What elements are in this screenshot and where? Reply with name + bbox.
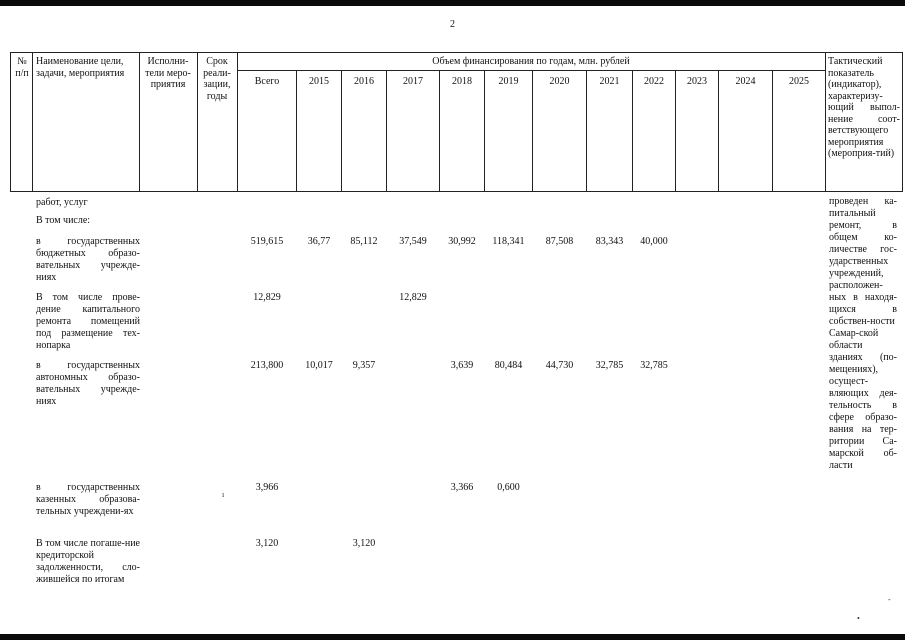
bottom-border — [0, 634, 905, 640]
row-value: 118,341 — [492, 236, 525, 247]
row-text: работ, услуг — [36, 197, 88, 208]
header-year: 2015 — [309, 76, 329, 87]
row-value: 44,730 — [545, 360, 574, 371]
row-value: 32,785 — [595, 360, 624, 371]
row-value: 37,549 — [399, 236, 427, 247]
row-value: 32,785 — [640, 360, 668, 371]
header-year: 2021 — [599, 76, 620, 87]
row-text: В том числе прове-дение капитального ремонта помещений под размещение тех-нопарка — [36, 292, 140, 351]
row-value: 10,017 — [305, 360, 333, 371]
header-total: Всего — [254, 76, 280, 87]
row-value: 83,343 — [595, 236, 624, 247]
row-value: 87,508 — [545, 236, 574, 247]
header-executors: Исполни-тели меро-приятия — [145, 56, 191, 90]
row-value: 3,120 — [352, 538, 376, 549]
row-value: 40,000 — [640, 236, 668, 247]
row-value: 36,77 — [307, 236, 331, 247]
row-total: 3,966 — [255, 482, 279, 493]
row-text: В том числе погаше-ние кредиторской задолженности, сло-жившейся по итогам — [36, 538, 140, 585]
row-value: 85,112 — [350, 236, 378, 247]
header-name: Наименование цели, задачи, мероприятия — [36, 56, 125, 79]
row-value: 30,992 — [448, 236, 476, 247]
row-text: в государственных автономных образо-вательных учрежде-ниях — [36, 360, 140, 407]
header-indicator: Тактический показатель (индикатор), характеризу-ющий выпол-нение соот-ветствующего мероприятия (мероприя-тий) — [828, 56, 900, 159]
row-total: 3,120 — [255, 538, 279, 549]
row-value: 3,639 — [450, 360, 474, 371]
header-year: 2023 — [687, 76, 707, 87]
scan-mark: ı — [222, 490, 225, 499]
header-year: 2022 — [644, 76, 664, 87]
row-value: 12,829 — [399, 292, 427, 303]
header-year: 2016 — [354, 76, 374, 87]
header-year: 2017 — [403, 76, 423, 87]
header-year: 2019 — [498, 76, 519, 87]
top-border — [0, 0, 905, 6]
row-text: в государственных бюджетных образо-вательных учрежде-ниях — [36, 236, 140, 283]
row-text: в государственных казенных образова-тельных учреждени-ях — [36, 482, 140, 517]
row-text: В том числе: — [36, 215, 91, 226]
indicator-text: проведен ка-питальный ремонт, в общем ко-личестве гос-ударственных учреждений, расположен-ных в находя-щихся в собствен-ности Самар-ской области зданиях (по-мещениях), осущест-вляющих дея-тельность в сфере образо-вания на тер-ритории Са-марской об-ласти — [829, 196, 897, 471]
row-value: 80,484 — [494, 360, 523, 371]
row-value: 9,357 — [352, 360, 376, 371]
row-total: 12,829 — [253, 292, 281, 303]
table-header — [10, 52, 903, 192]
header-funding: Объем финансирования по годам, млн. рублей — [432, 56, 630, 67]
row-value: 3,366 — [450, 482, 474, 493]
header-year: 2018 — [452, 76, 472, 87]
scan-mark: - — [888, 595, 891, 604]
header-year: 2020 — [549, 76, 570, 87]
header-year: 2025 — [789, 76, 809, 87]
page-number: 2 — [450, 19, 455, 30]
header-year: 2024 — [735, 76, 756, 87]
scan-mark: • — [857, 614, 860, 623]
row-value: 0,600 — [497, 482, 520, 493]
row-total: 213,800 — [250, 360, 284, 371]
header-term: Срок реали-зации, годы — [203, 56, 231, 102]
header-number: № п/п — [15, 56, 29, 79]
row-total: 519,615 — [250, 236, 284, 247]
